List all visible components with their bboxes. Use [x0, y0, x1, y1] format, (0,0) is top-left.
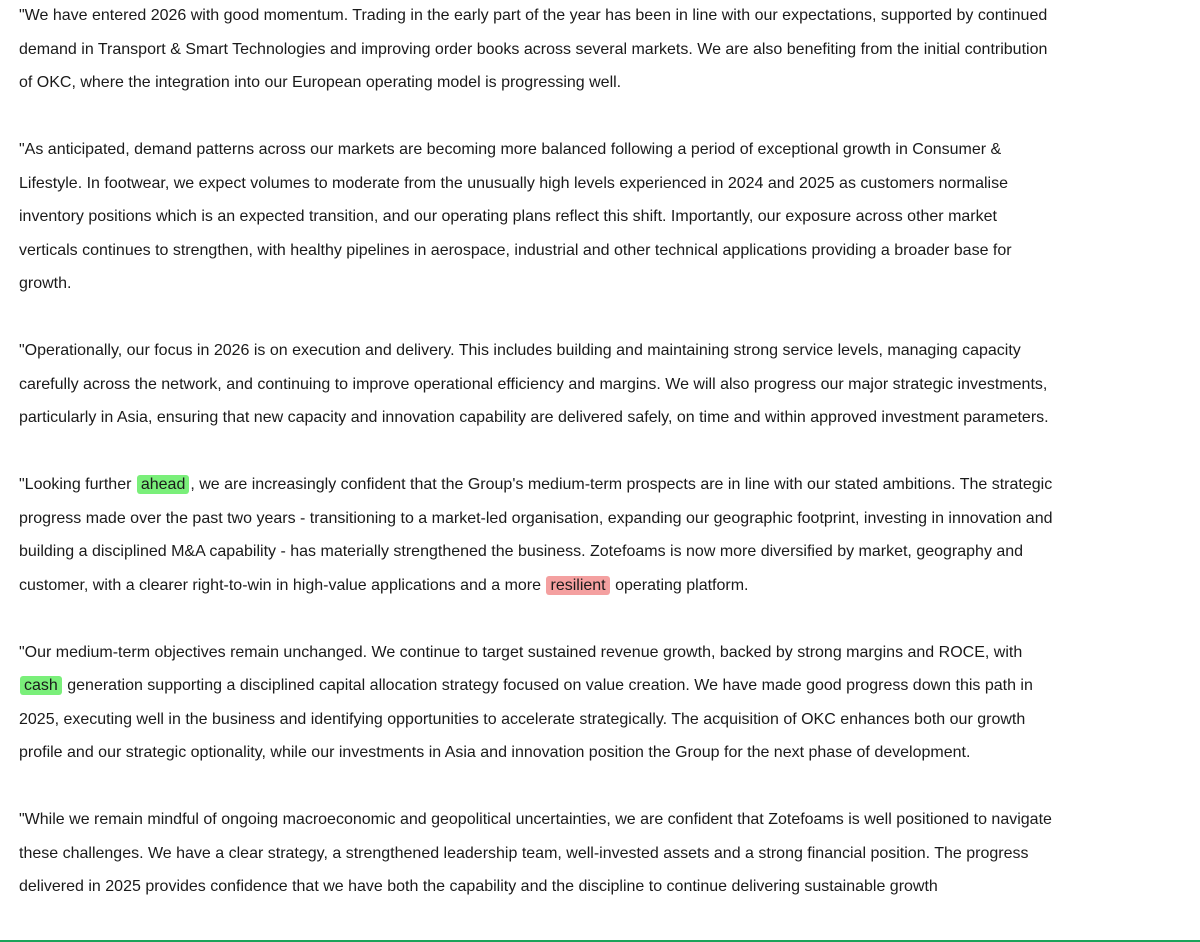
- paragraph-text: "Our medium-term objectives remain unchanged. We continue to target sustained revenue growth, backed by strong margins and ROCE, with: [19, 643, 1023, 661]
- paragraph-text: "Looking further: [19, 476, 136, 493]
- paragraph: [19, 334, 1059, 435]
- paragraph: [19, 803, 1059, 904]
- paragraph-text: , we are increasingly confident that the Group's medium-term prospects are in line with our stated ambitions. The strategic progress made over the past two years - transitioning to a market-led organisation, expanding our geographic footprint, investing in innovation and building a disciplined M&A capability - has materially strengthened the business. Zotefoams is now more diversified by market, geography and customer, with a clearer right-to-win in high-value applications and a more: [19, 476, 1053, 594]
- paragraph-text: generation supporting a disciplined capital allocation strategy focused on value creation. We have made good progress down this path in 2025, executing well in the business and identifying opportunities to accelerate strategically. The acquisition of OKC enhances both our growth profile and our strategic optionality, while our investments in Asia and innovation position the Group for the next phase of development.: [19, 677, 1033, 761]
- highlighted-term: resilient: [546, 576, 609, 595]
- paragraph-text: "We have entered 2026 with good momentum. Trading in the early part of the year has been in line with our expectations, supported by continued demand in Transport & Smart Technologies and improving order books across several markets. We are also benefiting from the initial contribution of OKC, where the integration into our European operating model is progressing well.: [19, 7, 1048, 91]
- highlighted-term: ahead: [137, 475, 190, 494]
- paragraph-text: operating platform.: [610, 576, 749, 594]
- paragraph-text: "Operationally, our focus in 2026 is on execution and delivery. This includes building and maintaining strong service levels, managing capacity carefully across the network, and continuing to improve operational efficiency and margins. We will also progress our major strategic investments, particularly in Asia, ensuring that new capacity and innovation capability are delivered safely, on time and within approved investment parameters.: [19, 342, 1049, 426]
- paragraph: [19, 468, 1059, 602]
- highlighted-term: cash: [20, 676, 62, 695]
- paragraph: [19, 636, 1059, 770]
- paragraph-text: "While we remain mindful of ongoing macroeconomic and geopolitical uncertainties, we are confident that Zotefoams is well positioned to navigate these challenges. We have a clear strategy, a strengthened leadership team, well-invested assets and a strong financial position. The progress delivered in 2025 provides confidence that we have both the capability and the discipline to continue delivering sustainable growth: [19, 811, 1052, 895]
- paragraph-text: "As anticipated, demand patterns across our markets are becoming more balanced following a period of exceptional growth in Consumer & Lifestyle. In footwear, we expect volumes to moderate from the unusually high levels experienced in 2024 and 2025 as customers normalise inventory positions which is an expected transition, and our operating plans reflect this shift. Importantly, our exposure across other market verticals continues to strengthen, with healthy pipelines in aerospace, industrial and other technical applications providing a broader base for growth.: [19, 141, 1012, 292]
- paragraph: [19, 133, 1059, 301]
- paragraph: [19, 0, 1059, 100]
- document-body: [19, 0, 1059, 937]
